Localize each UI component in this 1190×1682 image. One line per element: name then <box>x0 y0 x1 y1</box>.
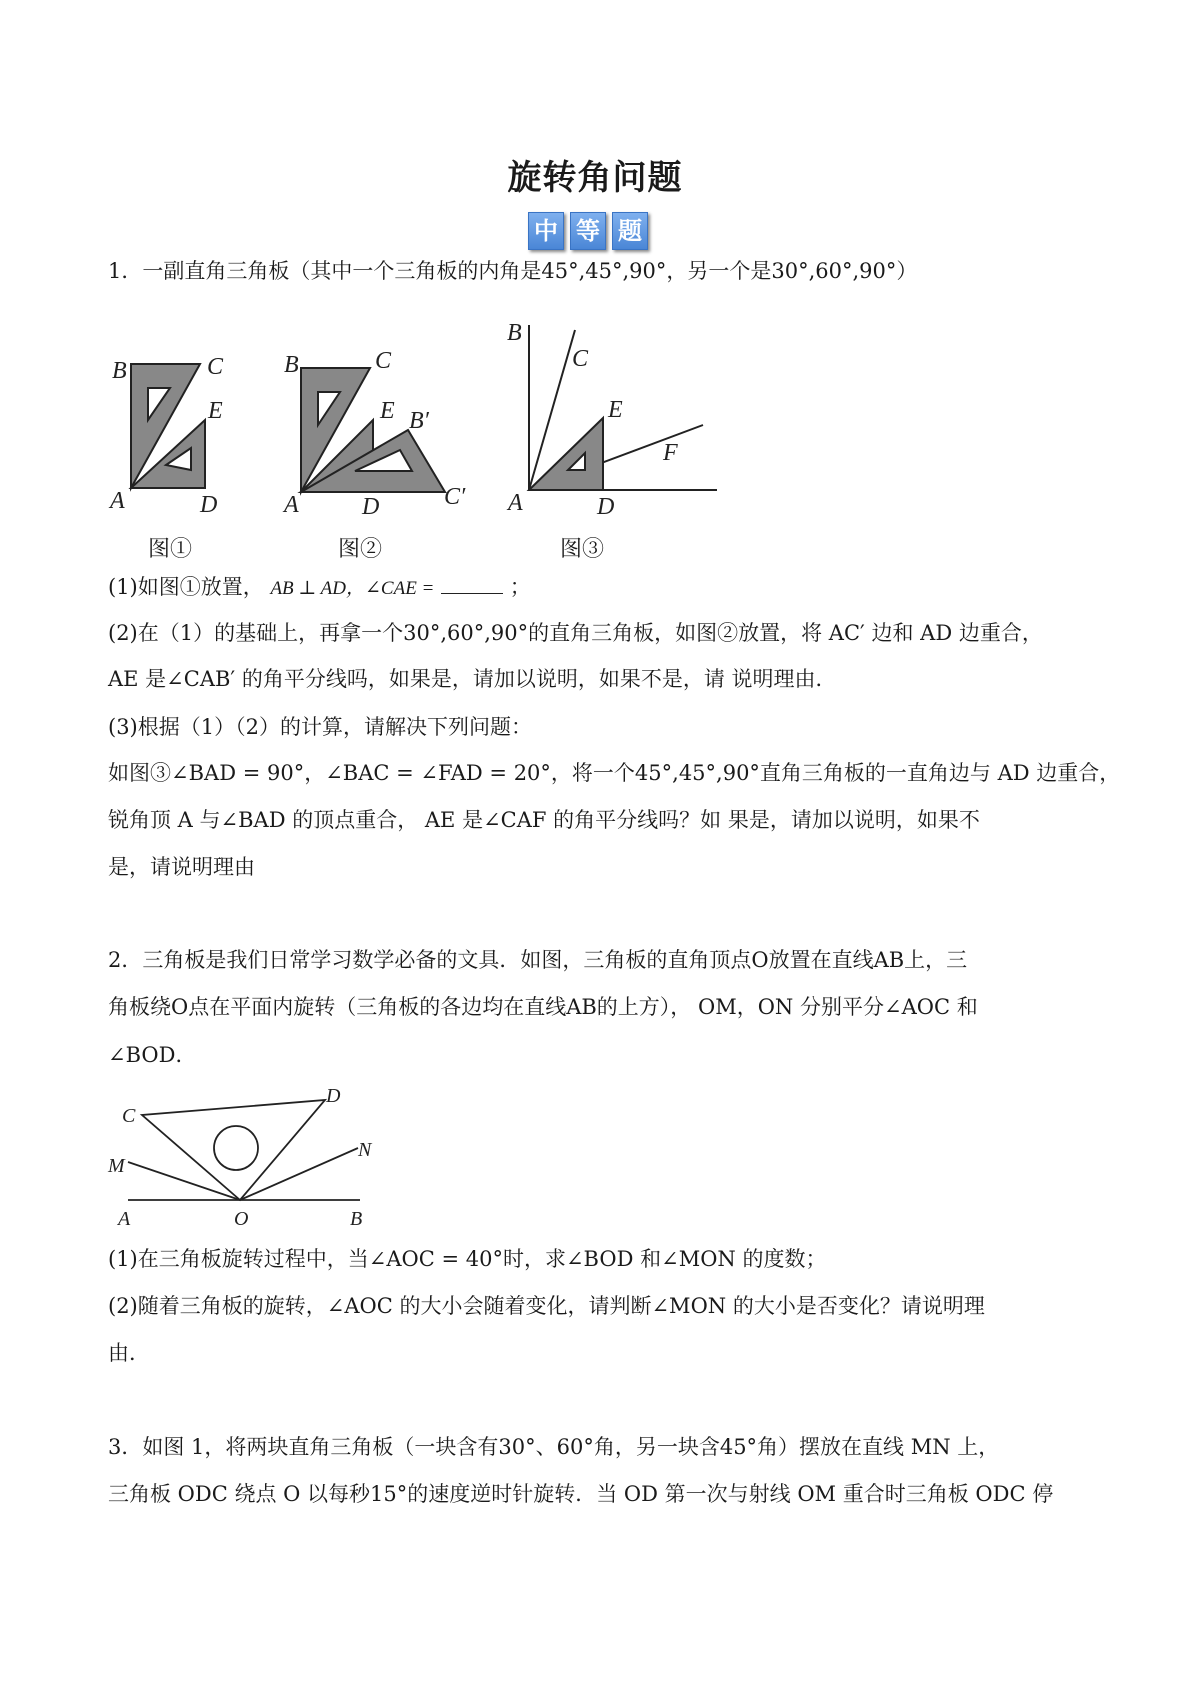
q2-label: C <box>122 1105 136 1127</box>
answer-blank[interactable] <box>441 573 503 594</box>
q1-part1 <box>108 572 1088 604</box>
f2-label: C <box>375 348 392 374</box>
f1-label: E <box>208 398 223 424</box>
q1-stem: 1．一副直角三角板（其中一个三角板的内角是45°,45°,90°，另一个是30°,60°,90°） <box>108 259 918 283</box>
q1-part2-line2: AE 是∠CAB′ 的角平分线吗，如果是，请加以说明，如果不是，请 说明理由． <box>108 667 837 691</box>
q2-part2-line1: (2)随着三角板的旋转，∠AOC 的大小会随着变化，请判断∠MON 的大小是否变化？请说明理 <box>108 1294 985 1318</box>
badge-char: 中 <box>528 212 564 250</box>
q2-label: B <box>350 1208 363 1230</box>
q2-label: D <box>326 1085 341 1107</box>
q1-part3-line3: 锐角顶 A 与∠BAD 的顶点重合， AE 是∠CAF 的角平分线吗？如 果是，请加以说明，如果不 <box>108 808 980 832</box>
q1-part2-line1: (2)在（1）的基础上，再拿一个30°,60°,90°的直角三角板，如图②放置，将 AC′ 边和 AD 边重合， <box>108 621 1043 645</box>
q1-part3-line4: 是，请说明理由 <box>108 855 255 879</box>
f3-label: C <box>572 346 589 372</box>
f2-label: B <box>284 352 299 378</box>
figure-caption: 图③ <box>560 537 605 562</box>
f2-label: C′ <box>444 484 466 510</box>
figure-caption: 图② <box>338 537 383 562</box>
q2-line1: 2．三角板是我们日常学习数学必备的文具．如图，三角板的直角顶点O放置在直线AB上，三 <box>108 948 968 972</box>
f3-label: B <box>507 320 522 346</box>
f1-label: A <box>110 488 125 514</box>
q2-part2-line2: 由． <box>108 1341 150 1365</box>
q1-part3-line2: 如图③∠BAD = 90°，∠BAC = ∠FAD = 20°，将一个45°,45°,90°直角三角板的一直角边与 AD 边重合， <box>108 761 1121 785</box>
f2-label: E <box>380 398 395 424</box>
q2-line3: ∠BOD． <box>108 1043 197 1067</box>
f2-label: A <box>284 492 299 518</box>
set-square-hole <box>214 1126 258 1170</box>
ray-om <box>128 1162 240 1200</box>
figure-3 <box>529 325 717 490</box>
f2-label: D <box>362 494 380 520</box>
q1-part1-end: ； <box>509 575 531 599</box>
q2-label: A <box>118 1208 131 1230</box>
f1-label: D <box>200 492 218 518</box>
ray-on <box>240 1148 358 1200</box>
q2-part1: (1)在三角板旋转过程中，当∠AOC = 40°时，求∠BOD 和∠MON 的度数； <box>108 1247 827 1271</box>
f2-label: B′ <box>409 408 429 434</box>
q1-part1-text: (1)如图①放置， <box>108 575 264 599</box>
q2-line2: 角板绕O点在平面内旋转（三角板的各边均在直线AB的上方）， OM，ON 分别平分∠AOC 和 <box>108 995 978 1019</box>
f3-label: A <box>508 490 523 516</box>
f1-label: C <box>207 354 224 380</box>
figure-caption: 图① <box>148 537 193 562</box>
q1-figures <box>0 0 1190 560</box>
q1-part3-line1: (3)根据（1）（2）的计算，请解决下列问题： <box>108 715 532 739</box>
f3-label: E <box>608 397 623 423</box>
q3-line1: 3．如图 1，将两块直角三角板（一块含有30°、60°角，另一块含45°角）摆放在直线 MN 上， <box>108 1435 1000 1459</box>
f3-label: D <box>597 494 615 520</box>
q2-label: M <box>108 1155 125 1177</box>
q2-label: N <box>358 1139 372 1161</box>
badge-char: 题 <box>612 212 648 250</box>
figure-1 <box>131 364 205 488</box>
page-title: 旋转角问题 <box>507 158 683 198</box>
q1-part1-math: AB ⊥ AD，∠CAE = <box>270 578 435 599</box>
f3-label: F <box>663 440 678 466</box>
q2-figure <box>0 1080 500 1240</box>
q3-line2: 三角板 ODC 绕点 O 以每秒15°的速度逆时针旋转．当 OD 第一次与射线 OM 重合时三角板 ODC 停 <box>108 1482 1054 1506</box>
badge-char: 等 <box>570 212 606 250</box>
f1-label: B <box>112 358 127 384</box>
set-square <box>142 1100 325 1200</box>
q2-label: O <box>234 1208 249 1230</box>
